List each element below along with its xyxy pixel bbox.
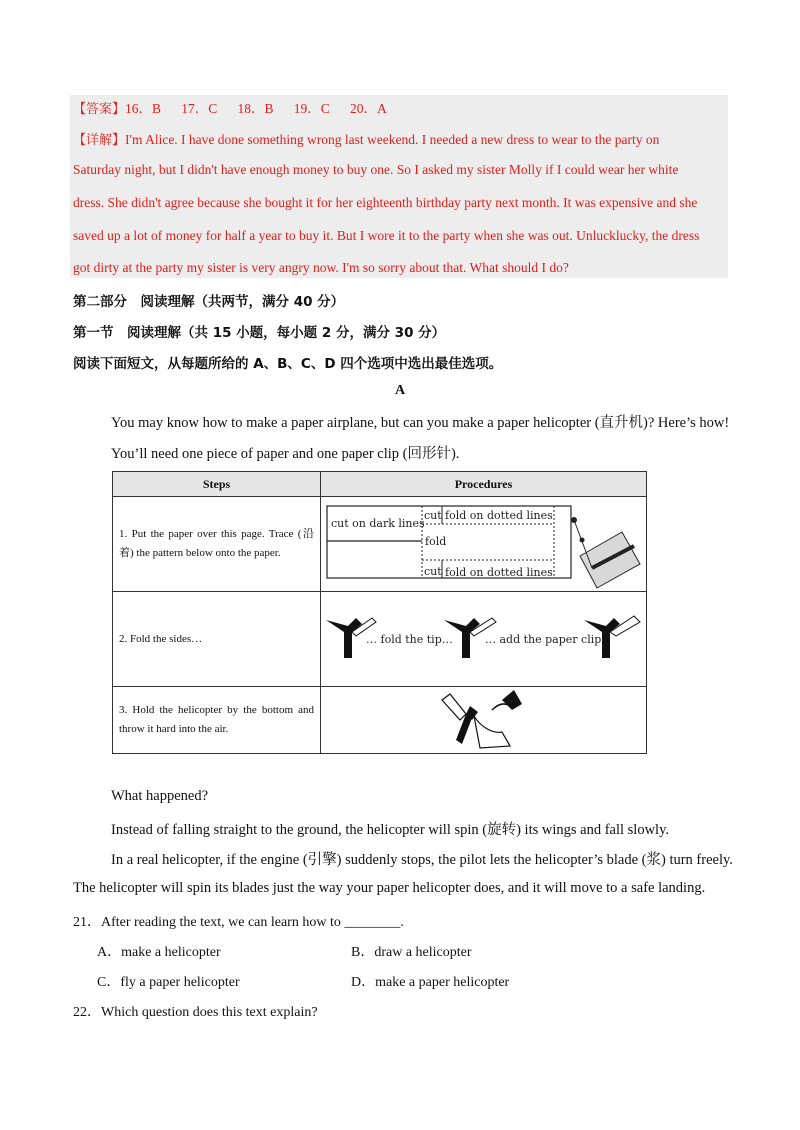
- label-fold: fold: [425, 535, 447, 548]
- header-steps: Steps: [113, 472, 321, 497]
- answer-detail-label: 【详解】: [73, 133, 126, 148]
- question-22-stem: 22．Which question does this text explain?: [73, 1005, 318, 1020]
- passage-intro-1: You may know how to make a paper airplane, but can you make a paper helicopter (直升机)? Here’s how!: [111, 415, 730, 431]
- section1-heading: 第一节 阅读理解（共 15 小题，每小题 2 分，满分 30 分）: [73, 325, 446, 341]
- pattern-figure: [322, 498, 647, 592]
- throw-figure: [430, 686, 530, 752]
- question-21-option-b[interactable]: B．draw a helicopter: [351, 945, 472, 960]
- passage-label: A: [395, 383, 406, 398]
- answer-detail-line-5: got dirty at the party my sister is very angry now. I'm so sorry about that. What should I do?: [73, 260, 569, 275]
- answer-detail-line-4: saved up a lot of money for half a year to buy it. But I wore it to the party when she was out. Unlucklucky, the dress: [73, 228, 700, 243]
- answer-key-label: 【答案】: [73, 102, 126, 117]
- label-fold-dotted-bottom: fold on dotted lines: [445, 566, 553, 579]
- answer-detail-line-1: [73, 129, 659, 148]
- answer-box: [70, 95, 728, 278]
- label-add-clip: … add the paper clip: [485, 633, 602, 646]
- passage-paragraph-1: Instead of falling straight to the ground, the helicopter will spin (旋转) its wings and fall slowly.: [111, 822, 670, 838]
- answer-detail-line-2: Saturday night, but I didn't have enough money to buy one. So I asked my sister Molly if I could wear her white: [73, 162, 679, 177]
- step-1-text: 1. Put the paper over this page. Trace (沿着) the pattern below onto the paper.: [113, 497, 321, 592]
- label-cut-top: cut: [424, 509, 442, 522]
- question-21-option-a[interactable]: A．make a helicopter: [97, 945, 221, 960]
- fold-figure: [322, 598, 647, 682]
- label-fold-tip: … fold the tip…: [366, 633, 453, 646]
- passage-intro-2: You’ll need one piece of paper and one paper clip (回形针).: [111, 446, 460, 462]
- header-procedures: Procedures: [321, 472, 647, 497]
- question-21-stem: 21．After reading the text, we can learn how to ________.: [73, 915, 404, 930]
- pencil-tracing-icon: [571, 517, 640, 588]
- what-happened: What happened?: [111, 788, 209, 804]
- passage-paragraph-2: In a real helicopter, if the engine (引擎) suddenly stops, the pilot lets the helicopter’s blade (浆) turn freely.: [111, 852, 733, 868]
- label-cut-dark-lines: cut on dark lines: [331, 517, 425, 530]
- passage-paragraph-3: The helicopter will spin its blades just the way your paper helicopter does, and it will move to a safe landing.: [73, 880, 706, 896]
- question-21-option-d[interactable]: D．make a paper helicopter: [351, 975, 510, 990]
- label-fold-dotted-top: fold on dotted lines: [445, 509, 553, 522]
- question-21-option-c[interactable]: C．fly a paper helicopter: [97, 975, 240, 990]
- label-cut-bottom: cut: [424, 565, 442, 578]
- answer-detail-line-3: dress. She didn't agree because she bought it for her eighteenth birthday party next month. It was expensive and she: [73, 195, 698, 210]
- step-2-text: 2. Fold the sides…: [113, 592, 321, 687]
- hand-throwing-helicopter-icon: [442, 690, 522, 748]
- part2-heading: 第二部分 阅读理解（共两节，满分 40 分）: [73, 294, 345, 310]
- instruction: 阅读下面短文，从每题所给的 A、B、C、D 四个选项中选出最佳选项。: [73, 356, 503, 372]
- step-3-text: 3. Hold the helicopter by the bottom and throw it hard into the air.: [113, 687, 321, 754]
- answer-key-line: [73, 97, 387, 117]
- answer-detail-text-1: I'm Alice. I have done something wrong last weekend. I needed a new dress to wear to the party on: [125, 132, 660, 147]
- answer-key-text: 16．B 17．C 18．B 19．C 20．A: [125, 101, 387, 116]
